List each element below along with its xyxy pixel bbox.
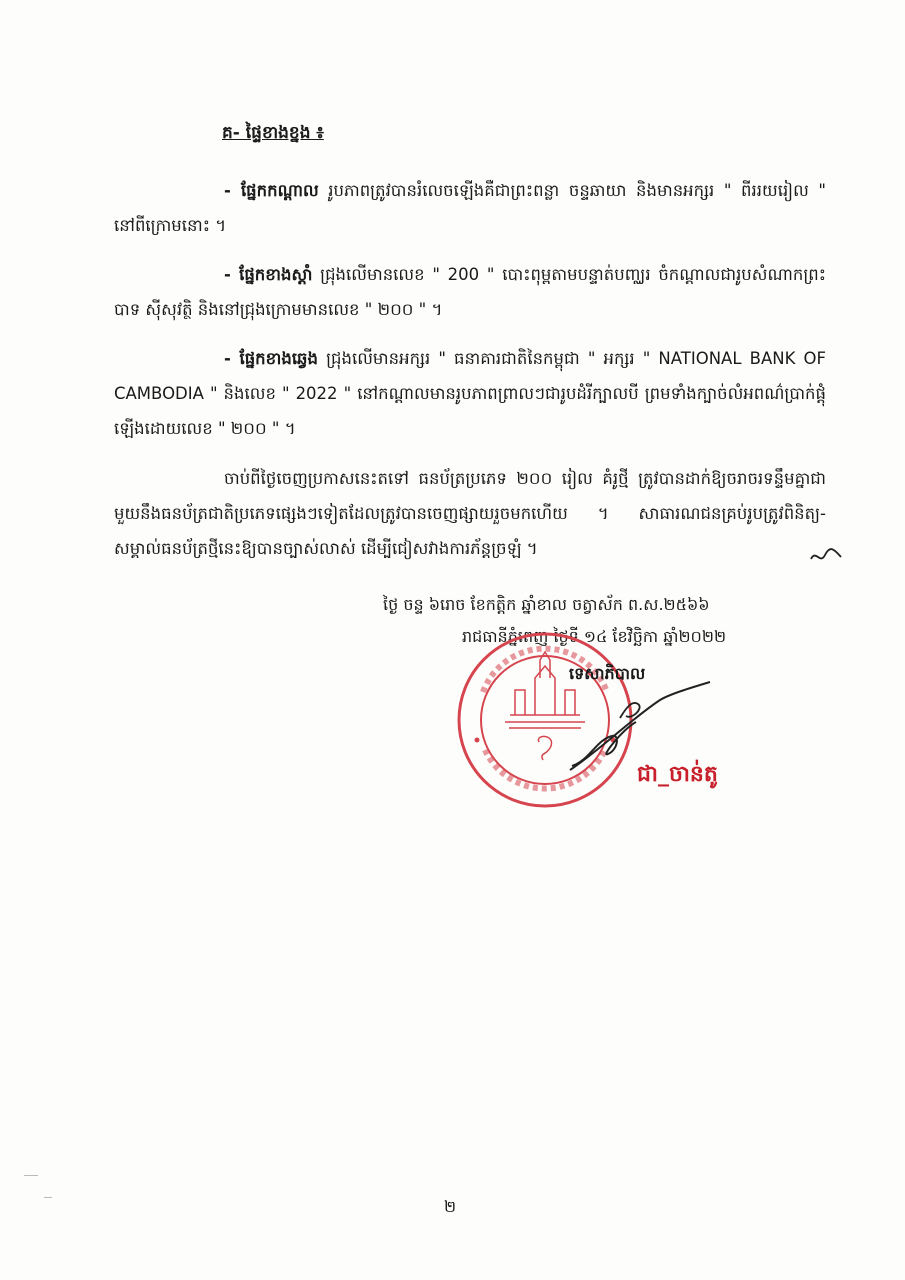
paragraph-text: ចាប់ពីថ្ងៃចេញប្រកាសនេះតទៅ ធនប័ត្រប្រភេទ ២០០ រៀល គំរូថ្មី ត្រូវបានដាក់ឱ្យចរាចរទន្ទឹមគ្នាជាមួយនឹងធនប័ត្រជាតិប្រភេទផ្សេងៗទៀតដែលត្រូវបានចេញផ្សាយរួចមកហើយ ។ សាធារណជនគ្រប់រូបត្រូវពិនិត្យ-សម្គាល់ធនប័ត្រថ្មីនេះឱ្យបានច្បាស់លាស់ ដើម្បីជៀសវាងការភ័ន្តច្រឡំ ។ (114, 469, 826, 558)
paragraph-label: - ផ្នែកខាងស្តាំ (224, 265, 313, 284)
scan-mark (24, 1175, 38, 1176)
page-number: ២ (444, 1197, 457, 1216)
signatory-title: ទេសាភិបាល (569, 664, 646, 683)
paragraph-left-part (114, 341, 826, 446)
signatory-name: ជា_ចាន់តូ (637, 762, 718, 787)
paragraph-text: រូបភាពត្រូវបានរំលេចឡើងគឺជាព្រះពន្លា ចន្ទឆាយា និងមានអក្សរ " ពីររយរៀល " នៅពីក្រោមនោះ ។ (114, 181, 826, 235)
paragraph-label: - ផ្នែកខាងឆ្វេង (224, 349, 319, 368)
paragraph-circulation (114, 461, 826, 566)
paragraph-text: ជ្រុងលើមានអក្សរ " ធនាគារជាតិនៃកម្ពុជា " អក្សរ " NATIONAL BANK OF CAMBODIA " និងលេខ " 2022 " នៅកណ្តាលមានរូបភាពព្រាលៗជារូបដំរីក្បាលបី ព្រមទាំងក្បាច់លំអពណ៌ប្រាក់ផ្តុំឡើងដោយលេខ " ២០០ " ។ (114, 349, 826, 438)
scan-mark (44, 1197, 52, 1198)
date-lunar: ថ្ងៃ ចន្ទ ៦រោច ខែកត្តិក ឆ្នាំខាល ចត្វាស័ក ព.ស.២៥៦៦ (383, 595, 710, 614)
paragraph-text: ជ្រុងលើមានលេខ " 200 " បោះពុម្ពតាមបន្ទាត់បញ្ឈរ ចំកណ្តាលជារូបសំណាកព្រះបាទ ស៊ីសុវត្ថិ និងនៅជ្រុងក្រោមមានលេខ " ២០០ " ។ (114, 265, 826, 319)
paragraph-right-part (114, 257, 826, 327)
paragraph-center-part (114, 173, 826, 243)
section-heading: គ- ផ្ទៃខាងខ្នង ៖ (222, 123, 324, 143)
initials-mark (808, 545, 844, 567)
date-solar: រាជធានីភ្នំពេញ ថ្ងៃទី ១៤ ខែវិច្ឆិកា ឆ្នាំ២០២២ (462, 627, 727, 646)
paragraph-label: - ផ្នែកកណ្តាល (224, 181, 319, 200)
